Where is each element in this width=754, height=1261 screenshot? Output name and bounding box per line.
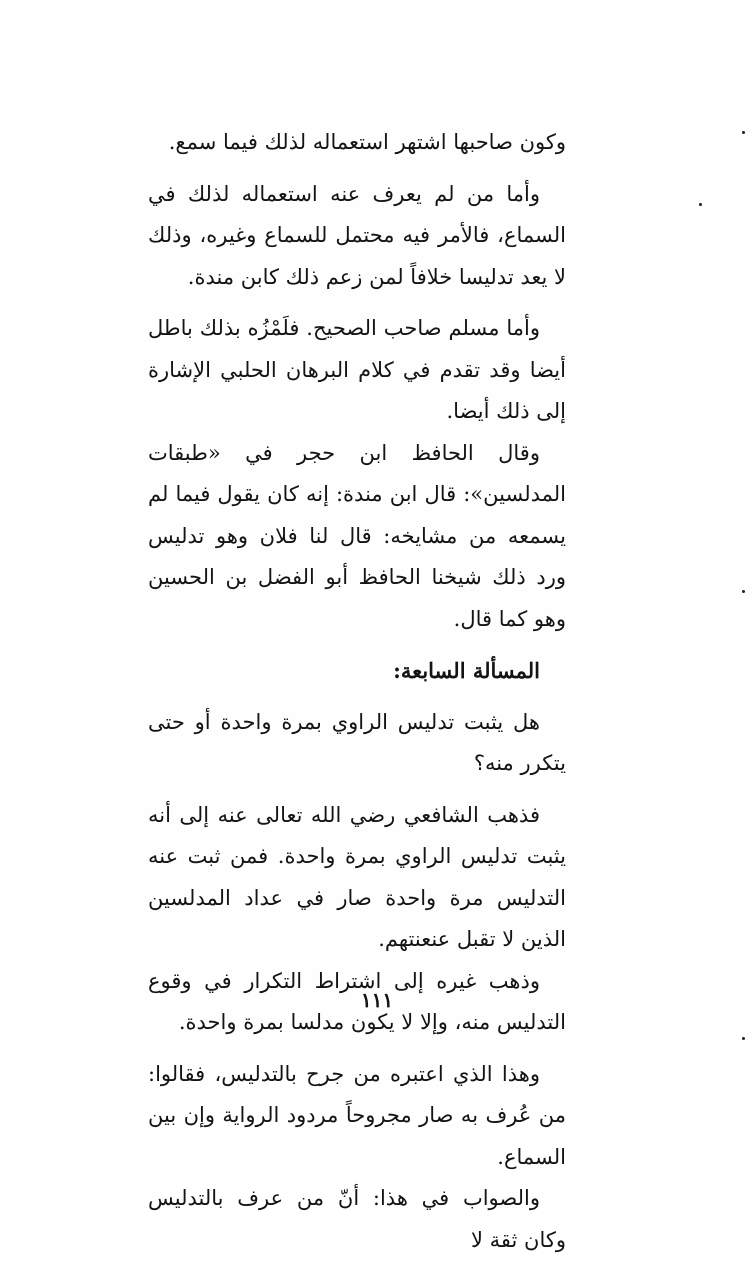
body-text — [148, 122, 566, 1261]
paragraph-8: وهذا الذي اعتبره من جرح بالتدليس، فقالوا: من عُرف به صار مجروحاً مردود الرواية وإن بين السماع. — [148, 1061, 566, 1169]
scan-speck — [699, 203, 702, 206]
paragraph-2: وأما من لم يعرف عنه استعماله لذلك في السماع، فالأمر فيه محتمل للسماع وغيره، وذلك لا يعد تدليسا خلافاً لمن زعم ذلك كابن مندة. — [148, 181, 566, 289]
paragraph-4: وقال الحافظ ابن حجر في «طبقات المدلسين»: قال ابن مندة: إنه كان يقول فيما لم يسمعه من مشايخه: قال لنا فلان وهو تدليس ورد ذلك شيخنا الحافظ أبو الفضل بن الحسين وهو كما قال. — [148, 440, 566, 631]
paragraph-5: هل يثبت تدليس الراوي بمرة واحدة أو حتى يتكرر منه؟ — [148, 709, 566, 775]
page-number: ١١١ — [360, 988, 394, 1012]
section-heading: المسألة السابعة: — [393, 658, 540, 683]
scan-speck — [742, 590, 745, 593]
paragraph-9: والصواب في هذا: أنّ من عرف بالتدليس وكان ثقة لا — [148, 1186, 566, 1252]
paragraph-1: وكون صاحبها اشتهر استعماله لذلك فيما سمع. — [168, 130, 566, 154]
paragraph-7: وذهب غيره إلى اشتراط التكرار في وقوع التدليس منه، وإلا لا يكون مدلسا بمرة واحدة. — [148, 968, 566, 1034]
scan-speck — [742, 131, 745, 134]
scan-speck — [742, 1037, 745, 1040]
paragraph-3: وأما مسلم صاحب الصحيح. فلَمْزُه بذلك باطل أيضا وقد تقدم في كلام البرهان الحلبي الإشارة إلى ذلك أيضا. — [148, 316, 566, 423]
paragraph-6: فذهب الشافعي رضي الله تعالى عنه إلى أنه يثبت تدليس الراوي بمرة واحدة. فمن ثبت عنه التدليس مرة واحدة صار في عداد المدلسين الذين لا تقبل عنعنتهم. — [148, 802, 566, 951]
